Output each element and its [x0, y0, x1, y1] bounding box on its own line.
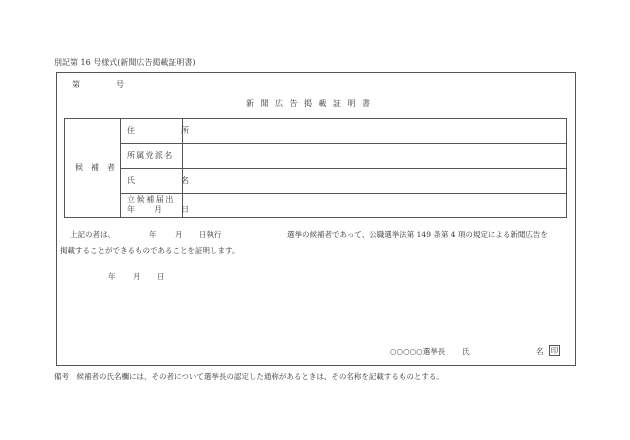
name-label — [121, 176, 195, 186]
name-char-2: 名 — [181, 176, 189, 185]
number-suffix: 号 — [116, 80, 124, 89]
filing-label-line1: 立候補届出 — [127, 195, 175, 204]
name-char-1: 氏 — [127, 176, 135, 185]
date-day: 日 — [157, 272, 165, 281]
cert-text-line1: 選挙の候補者であって、公職選挙法第 149 条第 4 項の規定による新聞広告を — [287, 230, 548, 239]
cert-day-exec: 日執行 — [199, 230, 222, 239]
date-month: 月 — [133, 272, 141, 281]
cert-year: 年 — [149, 230, 157, 239]
candidate-label: 候補者 — [75, 163, 123, 172]
cert-month: 月 — [175, 230, 183, 239]
filing-char-day: 日 — [181, 205, 189, 214]
address-label-text — [127, 126, 189, 136]
table-divider — [120, 168, 566, 169]
signature-mei: 名 — [536, 347, 544, 356]
filing-char-year: 年 — [127, 205, 135, 214]
date-year: 年 — [108, 272, 116, 281]
cert-text-line2: 掲載することができるものであることを証明します。 — [60, 246, 240, 255]
candidate-info-table — [64, 118, 567, 218]
address-label — [121, 126, 195, 136]
party-label: 所属党派名 — [127, 151, 174, 160]
address-char-1: 住 — [127, 126, 135, 135]
number-label: 第 — [72, 80, 80, 89]
remarks-note: 備考 候補者の氏名欄には、その者について選挙長の認定した通称があるときは、その名称を記載するものとする。 — [54, 372, 444, 381]
table-divider — [120, 143, 566, 144]
cert-lead: 上記の者は、 — [70, 230, 115, 239]
seal-box: 印 — [550, 346, 559, 355]
address-char-2: 所 — [181, 126, 189, 135]
election-chief-title: ○○○○○選挙長 — [390, 347, 446, 356]
form-number-caption: 別記第 16 号様式(新聞広告掲載証明書) — [54, 58, 196, 67]
filing-char-month: 月 — [154, 205, 162, 214]
certificate-frame — [56, 72, 576, 366]
signature-shi: 氏 — [462, 347, 470, 356]
table-divider — [120, 193, 566, 194]
filing-label-line2 — [121, 205, 195, 215]
document-title: 新聞広告掲載証明書 — [246, 99, 377, 108]
